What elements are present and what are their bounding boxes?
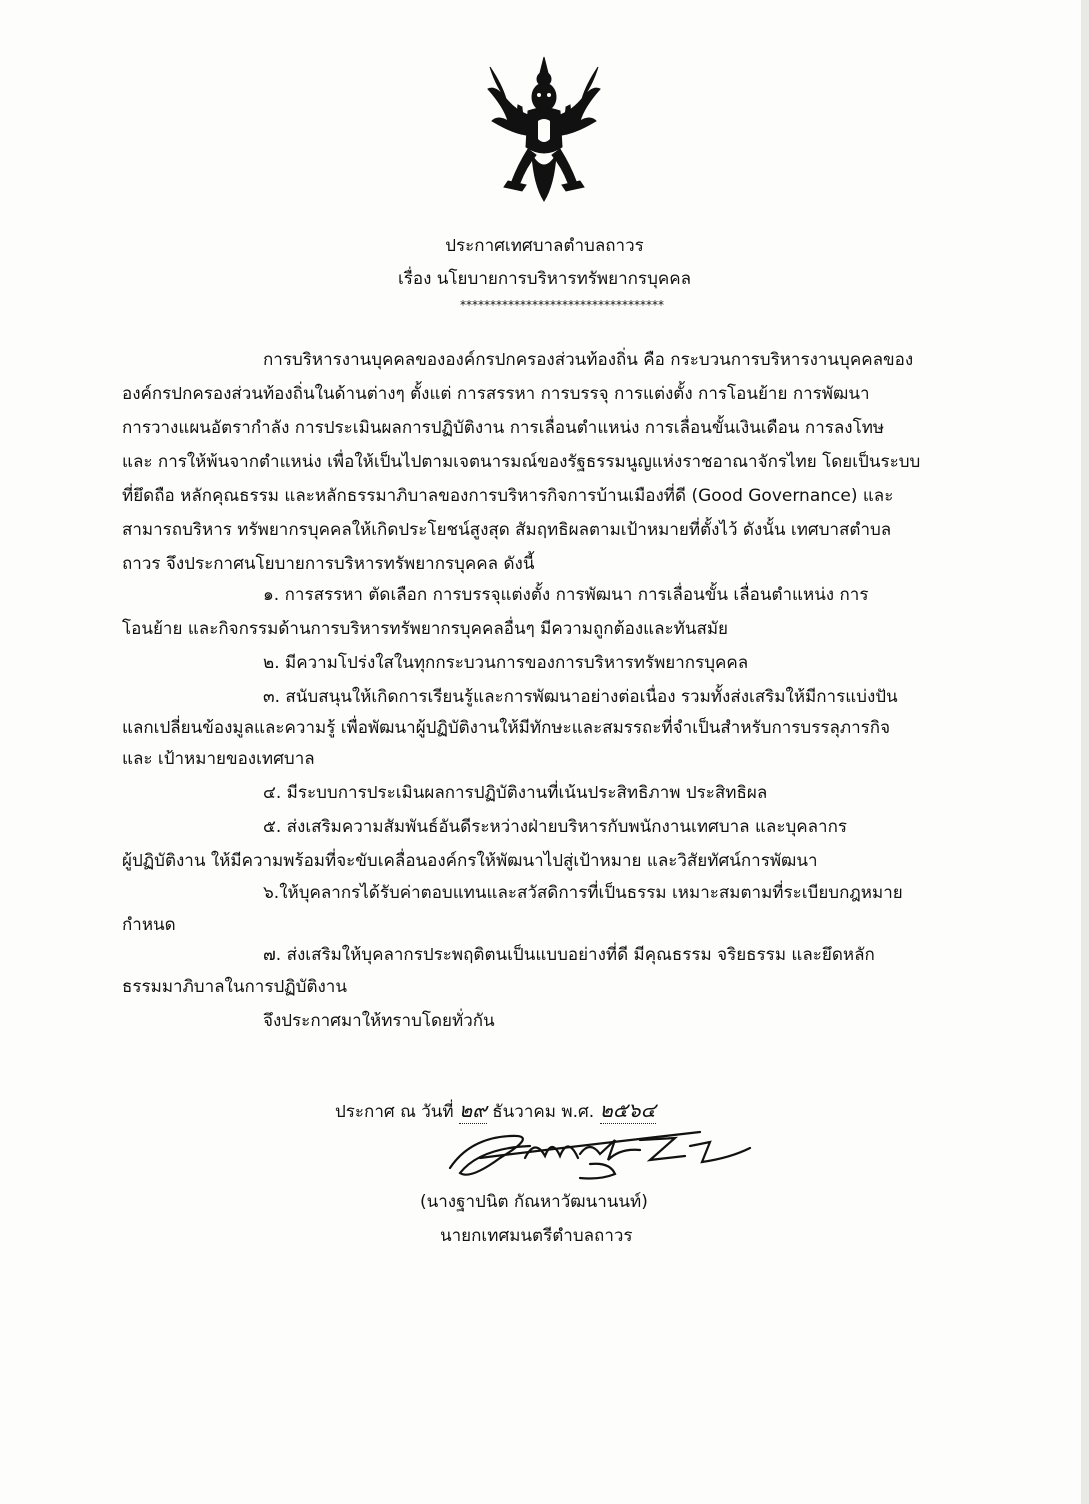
- signer-title: นายกเทศมนตรีตำบลถาวร: [440, 1226, 633, 1246]
- policy-item-1: ๑. การสรรหา ตัดเลือก การบรรจุแต่งตั้ง การพัฒนา การเลื่อนขั้น เลื่อนตำแหน่ง การ: [263, 585, 869, 605]
- announcement-subject: เรื่อง นโยบายการบริหารทรัพยากรบุคคล: [397, 269, 692, 289]
- title-separator: **********************************: [460, 298, 664, 312]
- date-prefix: ประกาศ ณ วันที่: [335, 1102, 454, 1122]
- body-line: สามารถบริหาร ทรัพยากรบุคคลให้เกิดประโยชน์สูงสุด สัมฤทธิผลตามเป้าหมายที่ตั้งไว้ ดังนั้น เทศบาสตำบล: [122, 520, 892, 540]
- garuda-emblem-icon: [482, 55, 606, 205]
- date-year: ๒๕๖๔: [599, 1098, 656, 1122]
- body-line: และ การให้พ้นจากตำแหน่ง เพื่อให้เป็นไปตามเจตนารมณ์ของรัฐธรรมนูญแห่งราชอาณาจักรไทย โดยเป็นระบบ: [122, 452, 921, 472]
- policy-item-2: ๒. มีความโปร่งใสในทุกกระบวนการของการบริหารทรัพยากรบุคคล: [263, 653, 749, 673]
- policy-item-3-cont: และ เป้าหมายของเทศบาล: [122, 749, 315, 769]
- body-line: องค์กรปกครองส่วนท้องถิ่นในด้านต่างๆ ตั้งแต่ การสรรหา การบรรจุ การแต่งตั้ง การโอนย้าย การพัฒนา: [122, 384, 870, 404]
- policy-item-1-cont: โอนย้าย และกิจกรรมด้านการบริหารทรัพยากรบุคคลอื่นๆ มีความถูกต้องและทันสมัย: [122, 619, 729, 639]
- date-day: ๒๙: [459, 1098, 487, 1122]
- closing-line: จึงประกาศมาให้ทราบโดยทั่วกัน: [263, 1011, 495, 1031]
- body-line: การวางแผนอัตรากำลัง การประเมินผลการปฏิบัติงาน การเลื่อนตำแหน่ง การเลื่อนขั้นเงินเดือน การลงโทษ: [122, 418, 885, 438]
- policy-item-3-cont: แลกเปลี่ยนข้องมูลและความรู้ เพื่อพัฒนาผู้ปฏิบัติงานให้มีทักษะและสมรรถะที่จำเป็นสำหรับการบรรลุภารกิจ: [122, 718, 891, 738]
- handwritten-signature: [440, 1118, 780, 1198]
- policy-item-6-cont: กำหนด: [122, 915, 176, 935]
- policy-item-7: ๗. ส่งเสริมให้บุคลากรประพฤติตนเป็นแบบอย่างที่ดี มีคุณธรรม จริยธรรม และยึดหลัก: [263, 945, 875, 965]
- body-line: การบริหารงานบุคคลขององค์กรปกครองส่วนท้องถิ่น คือ กระบวนการบริหารงานบุคคลของ: [263, 350, 914, 370]
- body-line: ถาวร จึงประกาศนโยบายการบริหารทรัพยากรบุคคล ดังนี้: [122, 554, 535, 574]
- body-line: ที่ยึดถือ หลักคุณธรรม และหลักธรรมาภิบาลของการบริหารกิจการบ้านเมืองที่ดี (Good Governance) และ: [122, 486, 894, 506]
- date-month: ธันวาคม: [492, 1102, 556, 1122]
- date-year-prefix: พ.ศ.: [561, 1102, 595, 1122]
- policy-item-3: ๓. สนับสนุนให้เกิดการเรียนรู้และการพัฒนาอย่างต่อเนื่อง รวมทั้งส่งเสริมให้มีการแบ่งปัน: [263, 687, 898, 707]
- policy-item-7-cont: ธรรมมาภิบาลในการปฏิบัติงาน: [122, 977, 347, 997]
- signer-name: (นางฐาปนิต กัณหาวัฒนานนท์): [420, 1192, 648, 1212]
- policy-item-6: ๖.ให้บุคลากรได้รับค่าตอบแทนและสวัสดิการที่เป็นธรรม เหมาะสมตามที่ระเบียบกฎหมาย: [263, 883, 903, 903]
- policy-item-5: ๕. ส่งเสริมความสัมพันธ์อันดีระหว่างฝ่ายบริหารกับพนักงานเทศบาล และบุคลากร: [263, 817, 848, 837]
- policy-item-4: ๔. มีระบบการประเมินผลการปฏิบัติงานที่เน้นประสิทธิภาพ ประสิทธิผล: [263, 783, 768, 803]
- policy-item-5-cont: ผู้ปฏิบัติงาน ให้มีความพร้อมที่จะขับเคลื่อนองค์กรให้พัฒนาไปสู่เป้าหมาย และวิสัยทัศน์การพัฒนา: [122, 851, 818, 871]
- announcement-title: ประกาศเทศบาลตำบลถาวร: [445, 236, 644, 256]
